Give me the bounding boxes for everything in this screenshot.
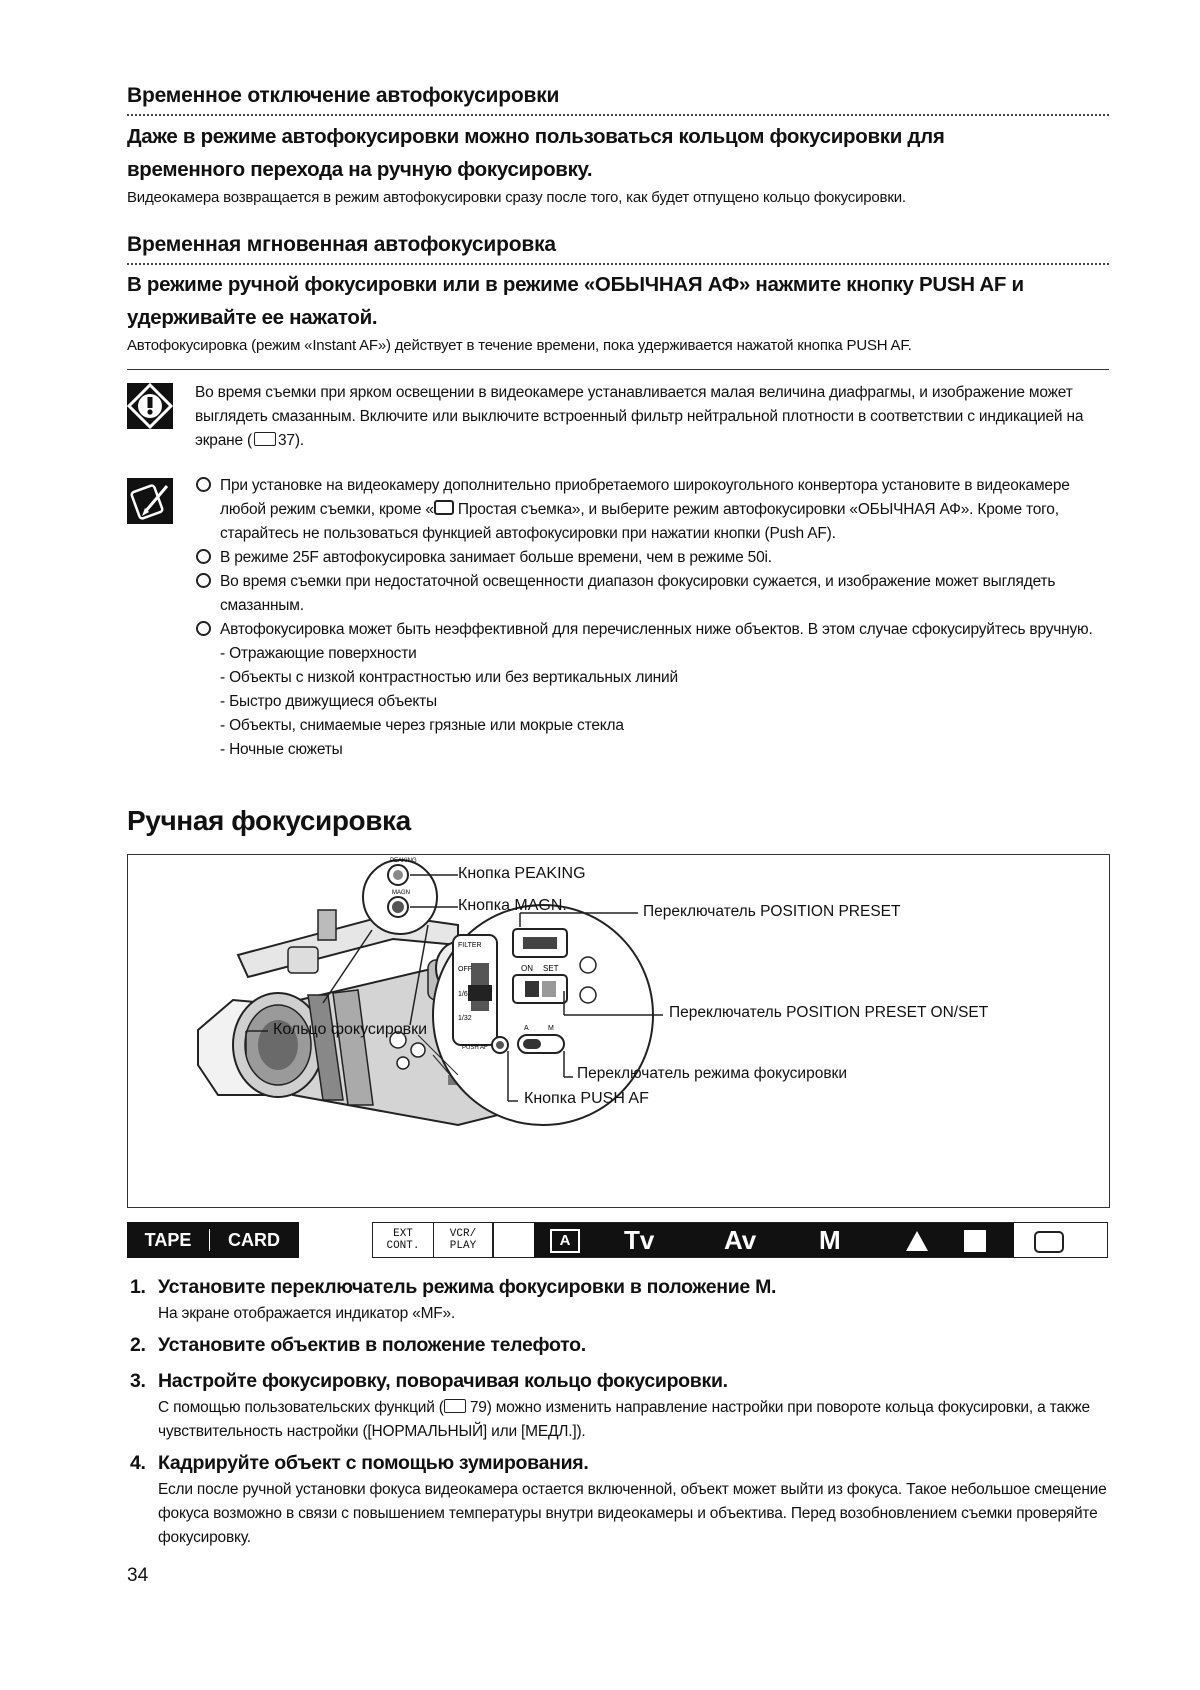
note-0-post: Простая съемка», и выберите режим автофокусировки «ОБЫЧНАЯ АФ». Кроме того, старайтесь не пользоваться функцией автофокусировки при нажатии кнопки (Push AF).	[220, 501, 1059, 542]
section2-text: Автофокусировка (режим «Instant AF») действует в течение времени, пока удерживается нажатой кнопка PUSH AF.	[127, 337, 912, 354]
step-item	[130, 1448, 1108, 1550]
step-item	[130, 1272, 1108, 1326]
section2-lead: В режиме ручной фокусировки или в режиме «ОБЫЧНАЯ АФ» нажмите кнопку PUSH AF и удерживайте ее нажатой.	[127, 273, 1024, 329]
step-title: Кадрируйте объект с помощью зумирования.	[158, 1452, 589, 1474]
note-3: Автофокусировка может быть неэффективной для перечисленных ниже объектов. В этом случае сфокусируйтесь вручную.	[220, 621, 1093, 638]
step-text: Если после ручной установки фокуса видеокамера остается включенной, объект может выйти из фокуса. Такое небольшое смещение фокуса возможно в связи с повышением температуры внутри видеокамеры и объектива. Перед возобновлением съемки проверяйте фокусировку.	[158, 1481, 1107, 1546]
vcr-label: VCR/	[449, 1228, 477, 1240]
bullet-icon	[196, 549, 211, 564]
manual-focus-heading: Ручная фокусировка	[127, 805, 411, 836]
step-title: Настройте фокусировку, поворачивая кольцо фокусировки.	[158, 1370, 728, 1392]
section2-heading: Временная мгновенная автофокусировка	[127, 233, 556, 256]
section1-lead: Даже в режиме автофокусировки можно пользоваться кольцом фокусировки для временного перехода на ручную фокусировку.	[127, 125, 945, 181]
sub-item: - Отражающие поверхности	[220, 645, 417, 662]
mode-dial-strip	[493, 1222, 1108, 1258]
steps-list	[130, 1272, 1108, 1550]
vcr-play-box	[433, 1222, 493, 1258]
focus-mode-callout: Переключатель режима фокусировки	[577, 1065, 848, 1082]
caution-body: Во время съемки при ярком освещении в видеокамере устанавливается малая величина диафрагмы, и изображение может выглядеть смазанным. Включите или выключите встроенный фильтр нейтральной плотности в соответствии с индикацией на экране (	[195, 384, 1084, 449]
list-item	[220, 474, 1110, 546]
step-title: Установите объектив в положение телефото.	[158, 1334, 586, 1356]
off-label: OFF	[458, 966, 472, 973]
peaking-mini-label: PEAKING	[390, 858, 417, 864]
camera-figure	[127, 854, 1110, 1208]
book-icon	[444, 1399, 466, 1413]
position-preset-onset-callout: Переключатель POSITION PRESET ON/SET	[669, 1004, 989, 1021]
set-label: SET	[543, 964, 559, 973]
m-mode-label: M	[819, 1225, 841, 1255]
spotlight-mode-icon	[906, 1231, 928, 1251]
note-2: Во время съемки при недостаточной освещенности диапазон фокусировки сужается, и изображение может выглядеть смазанным.	[220, 573, 1056, 614]
push-af-callout: Кнопка PUSH AF	[524, 1090, 649, 1107]
note-icon	[127, 478, 173, 524]
sub-item: - Ночные сюжеты	[220, 741, 343, 758]
note-0-pre: При установке на видеокамеру дополнительно приобретаемого широкоугольного конвертора установите в видеокамере любой режим съемки, кроме «	[220, 477, 1070, 518]
section2-divider	[127, 263, 1109, 265]
step-number: 3.	[130, 1370, 146, 1392]
ext-label: EXT	[393, 1228, 413, 1240]
simple-mode-icon	[1034, 1231, 1064, 1253]
notes-list	[220, 474, 1110, 762]
magn-mini-label: MAGN	[392, 890, 410, 896]
sub-item: - Объекты, снимаемые через грязные или мокрые стекла	[220, 717, 624, 734]
page-number: 34	[127, 1565, 149, 1586]
tape-card-badge	[127, 1222, 299, 1258]
section1-text: Видеокамера возвращается в режим автофокусировки сразу после того, как будет отпущено кольцо фокусировки.	[127, 189, 906, 206]
step-text: На экране отображается индикатор «MF».	[158, 1305, 456, 1322]
push-af-mini-label: PUSH AF	[462, 1045, 488, 1051]
af-label: A	[524, 1025, 529, 1032]
card-label: CARD	[228, 1229, 280, 1250]
peaking-callout: Кнопка PEAKING	[458, 865, 586, 882]
section1-heading: Временное отключение автофокусировки	[127, 84, 560, 107]
auto-mode-icon: A	[550, 1229, 580, 1253]
step3-text-post: 79) можно изменить направление настройки при повороте кольца фокусировки, а также чувствительность настройки ([НОРМАЛЬНЫЙ] или [МЕДЛ.]).	[158, 1399, 1090, 1440]
bullet-icon	[196, 477, 211, 492]
play-label: PLAY	[449, 1240, 477, 1252]
m-label: M	[548, 1025, 554, 1032]
av-mode-label: Av	[724, 1225, 757, 1255]
nd2-label: 1/32	[458, 1015, 472, 1022]
caution-text	[195, 381, 1107, 453]
sub-item: - Быстро движущиеся объекты	[220, 693, 437, 710]
list-item	[220, 546, 1110, 570]
list-item	[220, 618, 1110, 642]
position-preset-callout: Переключатель POSITION PRESET	[643, 903, 901, 920]
step-item	[130, 1366, 1108, 1444]
magn-callout: Кнопка MAGN.	[458, 897, 567, 914]
step-number: 1.	[130, 1276, 146, 1298]
step-number: 4.	[130, 1452, 146, 1474]
note-1: В режиме 25F автофокусировка занимает больше времени, чем в режиме 50i.	[220, 549, 772, 566]
bullet-icon	[196, 621, 211, 636]
tv-mode-label: Tv	[624, 1225, 655, 1255]
step3-text-pre: С помощью пользовательских функций (	[158, 1399, 444, 1416]
step-number: 2.	[130, 1334, 146, 1356]
sub-list	[220, 642, 1110, 762]
book-icon	[254, 432, 276, 446]
focus-ring-callout: Кольцо фокусировки	[273, 1021, 428, 1038]
step-title: Установите переключатель режима фокусировки в положение М.	[158, 1276, 777, 1298]
step-item	[130, 1330, 1108, 1360]
list-item	[220, 570, 1110, 618]
step-text	[158, 1396, 1108, 1444]
filter-label: FILTER	[458, 942, 482, 949]
mode-bar	[127, 1222, 1108, 1258]
nd1-label: 1/6	[458, 991, 468, 998]
sub-item: - Объекты с низкой контрастностью или без вертикальных линий	[220, 669, 678, 686]
on-label: ON	[521, 964, 533, 973]
tape-label: TAPE	[144, 1229, 192, 1250]
bullet-icon	[196, 573, 211, 588]
ext-cont-box	[372, 1222, 434, 1258]
section1-divider	[127, 114, 1109, 116]
simple-mode-icon	[434, 500, 454, 515]
night-mode-icon	[964, 1230, 986, 1252]
caution-icon	[127, 383, 173, 429]
notes-top-rule	[127, 369, 1109, 370]
caution-ref: 37).	[277, 432, 304, 449]
cont-label: CONT.	[386, 1240, 420, 1252]
